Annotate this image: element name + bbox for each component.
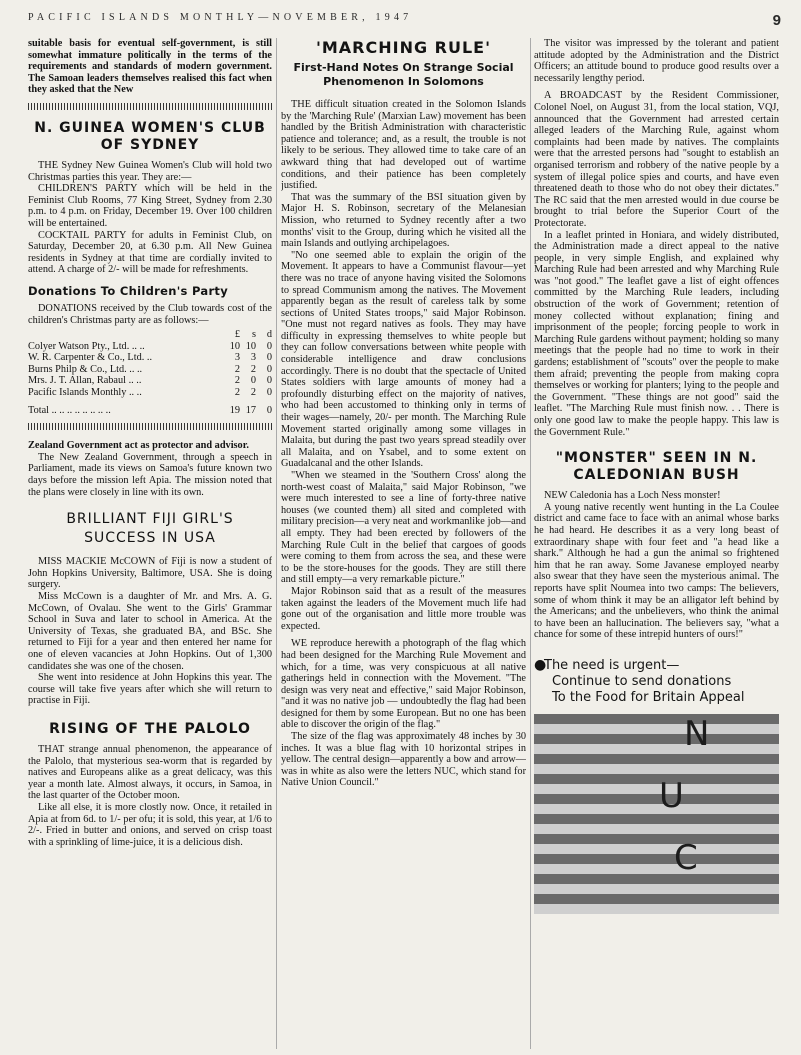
appeal-line: To the Food for Britain Appeal xyxy=(552,689,745,705)
article-paragraph: The visitor was impressed by the tolerant and patient attitude adopted by the Administration and the District Officers; an attitude bound to produce good results over a necessarily lengthy period. xyxy=(534,38,779,84)
club-paragraph: CHILDREN'S PARTY which will be held in the Feminist Club Rooms, 77 King Street, Sydney from 2.30 p.m. to 4 p.m. on Friday, December 19. Over 100 children will be entertained. xyxy=(28,183,272,229)
fiji-paragraph: MISS MACKIE McCOWN of Fiji is now a student of John Hopkins University, Baltimore, USA. She is doing surgery. xyxy=(28,556,272,591)
donations-table xyxy=(28,329,272,416)
bullet-icon: ● xyxy=(534,656,547,673)
table-row: W. R. Carpenter & Co., Ltd. .. 3 3 0 xyxy=(28,352,272,364)
appeal-line: Continue to send donations xyxy=(552,673,732,689)
article-subtitle: First-Hand Notes On Strange Social Phenomenon In Solomons xyxy=(293,61,514,88)
article-paragraph: In a leaflet printed in Honiara, and widely distributed, the Administration made a direct appeal to the native people, in very simple English, and explained why Marching Rule had been arrested and why Marching Rule was "not good." The leaflet gave a list of eight offences committed by the Marching Rule leaders, including obstruction of the work of Government; retention of money collected without explanation; fining and imprisonment of the people; forcing people to work in Marching Rule gardens without payment; holding so many meetings that the people had no time to work in their gardens; establishment of "scouts" over the people to make them afraid; preventing the people from making copra themselves or working for planters; lying to the people and the Government. "These things are not good" said the leaflet. "The Marching Rule must finish now. . . There is only one good law to make the people happy. This law is the Government Rule." xyxy=(534,229,779,438)
article-paragraph: WE reproduce herewith a photograph of the flag which had been designed for the Marching Rule Movement and which, for a time, was very conspicuous at all native gatherings held in connection with the Movement. "The design was very neat and effective," said Major Robinson, "and it was no native job — undoubtedly the flag had been designed for them by some European. But no one has been able to discover the origin of the flag." xyxy=(281,638,526,731)
page-number: 9 xyxy=(772,12,781,29)
article-paragraph: "No one seemed able to explain the origin of the Movement. It appears to have a Communist flavour—yet there was no trace of anyone having visited the Solomons to spread Communism among the natives. The Movement apparently began as the result of careless talk by some sections of United States troops," said Major Robinson. "One must not regard natives as fools. They may have difficulty in expressing themselves to white people but they can follow conversations between white people with considerable intelligence and draw conclusions accordingly. There is no doubt that the spectacle of United States soldiers with large amounts of money had a profoundly disturbing effect on the majority of natives, who had been accustomed to thinking only in terms of their wages—namely, 20/- per month. The Marching Rule Movement started originally among some villages in Malaita, but during the past two years spread steadily over all Malaita, and on Ysabel, and to some extent on Guadalcanal and the other Islands. xyxy=(281,249,526,470)
fiji-paragraph: Miss McCown is a daughter of Mr. and Mrs. A. G. McCown, of Ovalau. She went to the Girls' Grammar School in Suva and later to school in America. At the University of Texas, she graduated BA, and BSc. She returned to Fiji for a year and then entered her name for one of eleven vacancies at John Hopkins. Out of 1,300 candidates she was one of the chosen. xyxy=(28,591,272,672)
samoa-continuation: suitable basis for eventual self-government, is still somewhat immature politically in the terms of the requirements and standards of modern government. The Samoan leaders themselves realised this fact when they asked that the New xyxy=(28,38,272,96)
palolo-heading: RISING OF THE PALOLO xyxy=(49,720,251,737)
monster-paragraph: NEW Caledonia has a Loch Ness monster! xyxy=(544,490,721,502)
separator-rule xyxy=(28,103,272,110)
running-head-title: PACIFIC ISLANDS MONTHLY—NOVEMBER, 1947 xyxy=(28,12,413,23)
column-rule xyxy=(276,38,277,1049)
column-middle xyxy=(281,38,526,1049)
nz-paragraph: The New Zealand Government, through a speech in Parliament, made its views on Samoa's future known two days before the mission left Apia. The mission noted that the plans were closely in line with its own. xyxy=(28,451,272,498)
table-row: Colyer Watson Pty., Ltd. .. .. 10 10 0 xyxy=(28,340,272,352)
table-row: Mrs. J. T. Allan, Rabaul .. .. 2 0 0 xyxy=(28,375,272,387)
appeal-box xyxy=(534,657,779,706)
article-title: 'MARCHING RULE' xyxy=(315,38,492,57)
club-paragraph: COCKTAIL PARTY for adults in Feminist Club, on Saturday, December 20, at 6.30 p.m. All New Guinea residents in Sydney at that time are cordially invited to attend. A charge of 2/- will be made for refreshments. xyxy=(28,229,272,276)
palolo-paragraph: THAT strange annual phenomenon, the appearance of the Palolo, that mysterious sea-worm that is regarded by natives and Europeans alike as a great delicacy, was this year a month late. Almost always, it occurs, in Samoa, in the last quarter of the October moon. xyxy=(28,743,272,802)
table-header-row: £ s d xyxy=(234,329,272,341)
running-header xyxy=(28,12,781,34)
appeal-line: The need is urgent— xyxy=(544,657,680,673)
club-paragraph: THE Sydney New Guinea Women's Club will hold two Christmas parties this year. They are:— xyxy=(28,159,272,183)
total-row: Total .. .. .. .. .. .. .. .. 19 17 0 xyxy=(28,404,272,416)
article-paragraph: THE difficult situation created in the Solomon Islands by the 'Marching Rule' (Marxian Law) movement has been handled by the British Administration with characteristic patience and tolerance; and, as a result, the trouble is not likely to be serious. They allowed time to take care of an awkward thing that had developed out of wartime conditions, and their patience has been completely justified. xyxy=(281,99,526,192)
table-row: Pacific Islands Monthly .. .. 2 2 0 xyxy=(28,387,272,399)
fiji-heading: BRILLIANT FIJI GIRL'S SUCCESS IN USA xyxy=(66,511,234,547)
column-left xyxy=(28,38,272,1049)
nz-heading: Zealand Government act as protector and advisor. xyxy=(28,440,249,452)
monster-paragraph: A young native recently went hunting in the La Coulee district and came face to face with an animal whose barks he had heard. He describes it as a very long beast of extraordinary shape with four feet and "a head like a shark." Although he had a gun the animal so frightened him that he ran away. Some Javanese employed nearby also swear that they have seen the mysterious animal. The reports have split Noumea into two camps: The believers, some of whom think it may be an alligator left behind by the Americans; and the unbelievers, who think the animal to have been an hallucination. The believers say, "what a chance for some of these intrepid hunters of ours!" xyxy=(534,501,779,641)
flag-letter: C xyxy=(674,837,698,878)
donations-intro: DONATIONS received by the Club towards cost of the children's Christmas party are as follows:— xyxy=(28,302,272,326)
column-right xyxy=(534,38,779,1049)
article-paragraph: Major Robinson said that as a result of the measures taken against the leaders of the Movement much life had gone out of the organisation and little more trouble was expected. xyxy=(281,585,526,632)
table-row: Burns Philp & Co., Ltd. .. .. 2 2 0 xyxy=(28,363,272,375)
separator-rule xyxy=(28,423,272,430)
flag-photograph xyxy=(534,714,779,914)
article-paragraph: "When we steamed in the 'Southern Cross' along the north-west coast of Malaita," said Major Robinson, "we were much interested to see a line of forty-three native houses (we counted them) all sited and completed with military precision—a very neat and workmanlike job—and all empty. They had been erected by followers of the Marching Rule Cult in the belief that cargoes of goods were coming to them from across the sea, and these were to be the store-houses for the goods. They are still there and still empty—a very remarkable picture." xyxy=(281,470,526,586)
club-heading: N. GUINEA WOMEN'S CLUB OF SYDNEY xyxy=(34,119,266,153)
monster-heading: "MONSTER" SEEN IN N. CALEDONIAN BUSH xyxy=(555,450,758,484)
article-paragraph: The size of the flag was approximately 48 inches by 30 inches. It was a blue flag with 10 horizontal stripes in yellow. The central design—apparently a bow and arrow—was in white as also were the letters NUC, which stand for Native Union Council." xyxy=(281,731,526,789)
fiji-paragraph: She went into residence at John Hopkins this year. The course will take five years after which she will return to practise in Fiji. xyxy=(28,672,272,707)
article-paragraph: A BROADCAST by the Resident Commissioner, Colonel Noel, on August 31, from the local station, VQJ, announced that the Government had arrested certain alleged leaders of the Marching Rule, against whom complaints had been made by natives. The complaints were that the arrested persons had "sought to establish an organised terrorism and robbery of the native people by a system of illegal police spies and courts, and have even threatened death to those who do not obey their dictates." The RC said that the men arrested would in due course be brought to trial before the Superior Court of the Protectorate. xyxy=(534,90,779,229)
column-rule xyxy=(530,38,531,1049)
flag-letter: N xyxy=(684,713,710,754)
palolo-paragraph: Like all else, it is more clostly now. Once, it retailed in Apia at from 6d. to 1/- per ofu; it is sold, this year, at 1/6 to 2/-. Fried in butter and onions, and served on crisp toast with a sprinkling of lime-juice, it is a delicious dish. xyxy=(28,801,272,848)
donations-heading: Donations To Children's Party xyxy=(28,283,229,298)
flag-letter: U xyxy=(659,775,684,816)
article-paragraph: That was the summary of the BSI situation given by Major H. S. Robinson, secretary of the Melanesian Mission, who returned to Sydney recently after a two months' visit to the Group, during which he visited all the main Islands and outlying archipelagoes. xyxy=(281,191,526,250)
